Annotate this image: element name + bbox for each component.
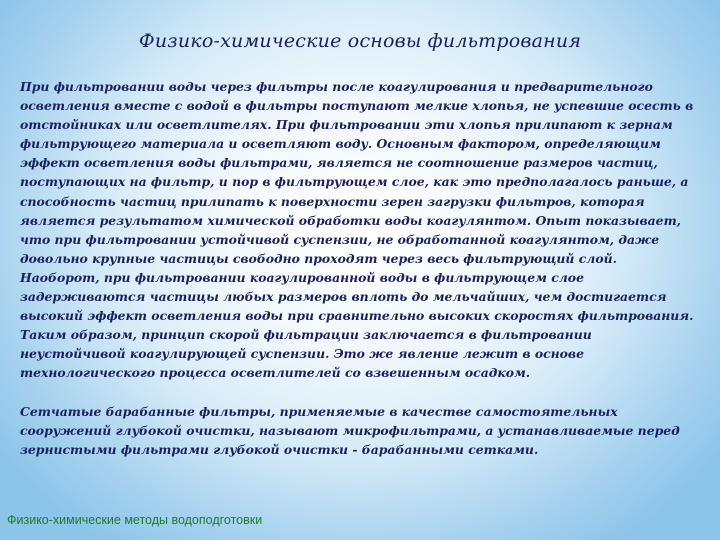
paragraph-filtration-mechanism: При фильтровании воды через фильтры после коагулирования и предварительного осветления вместе с водой в фильтры поступают мелкие хлопья, не успевшие осесть в отстойниках или осветлителях. При фильтровании эти хлопья прилипают к зернам фильтрующего материала и осветляют воду. Основным фактором, определяющим эффект осветления воды фильтрами, является не соотношение размеров частиц, поступающих на фильтр, и пор в фильтрующем слое, как это предполагалось раньше, а способность частиц прилипать к поверхности зерен загрузки фильтров, которая является результатом химической обработки воды коагулянтом. Опыт показывает, что при фильтровании устойчивой суспензии, не обработанной коагулянтом, даже довольно крупные частицы свободно проходят через весь фильтрующий слой. Наоборот, при фильтровании коагулированной воды в фильтрующем слое задерживаются частицы любых размеров вплоть до мельчайших, чем достигается высокий эффект осветления воды при сравнительно высоких скоростях фильтрования. (20, 79, 694, 324)
slide-footer: Физико-химические методы водоподготовки (7, 513, 263, 527)
paragraph-drum-filters: Сетчатые барабанные фильтры, применяемые в качестве самостоятельных сооружений глубокой очистки, называют микрофильтрами, а устанавливаемые перед зернистыми фильтрами глубокой очистки - барабанными сетками. (20, 403, 680, 457)
slide-title: Физико-химические основы фильтрования (138, 30, 582, 52)
paragraph-spacer (20, 383, 700, 402)
slide-body (20, 77, 700, 459)
paragraph-rapid-filtration-principle: Таким образом, принцип скорой фильтрации заключается в фильтровании неустойчивой коагулирующей суспензии. Это же явление лежит в основе технологического процесса осветлителей со взвешенным осадком. (20, 327, 592, 381)
